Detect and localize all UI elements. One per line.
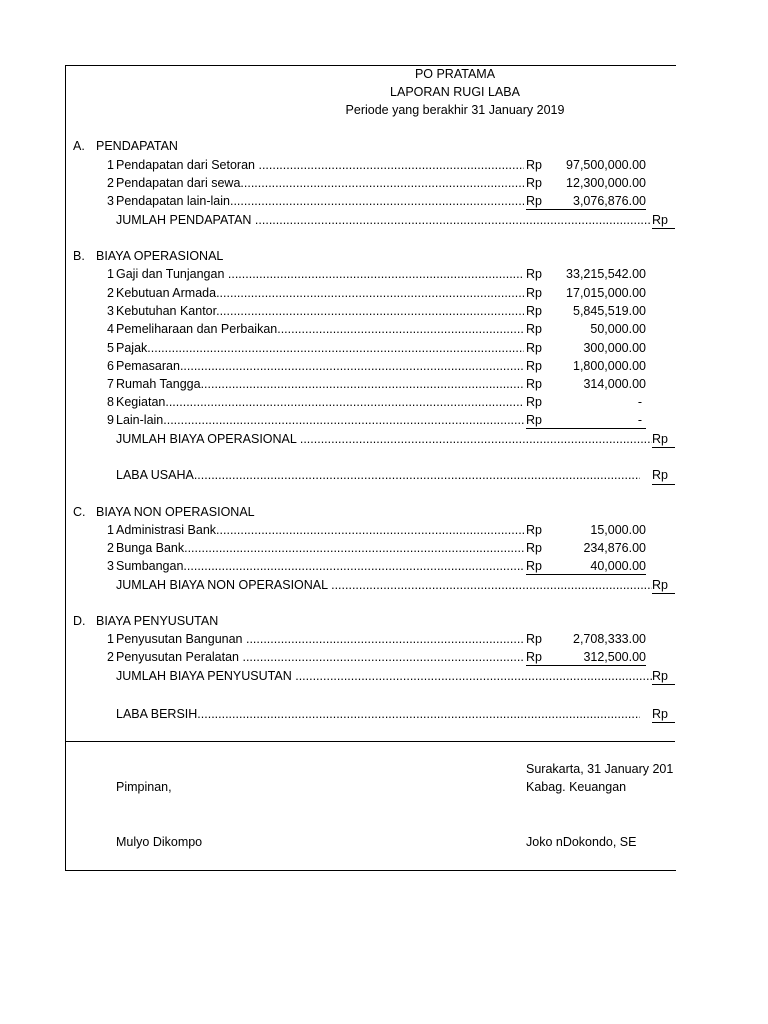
row-value: 1,800,000.00 xyxy=(573,359,646,373)
section-title: BIAYA PENYUSUTAN xyxy=(96,614,219,628)
row-value: 97,500,000.00 xyxy=(566,158,646,172)
total-underline xyxy=(652,684,675,685)
total-underline xyxy=(652,447,675,448)
subtotal-underline xyxy=(526,428,646,429)
row-value: 314,000.00 xyxy=(583,377,646,391)
row-value: - xyxy=(637,395,642,409)
row-number: 1 xyxy=(107,632,114,646)
currency-label: Rp xyxy=(652,213,668,227)
total-underline xyxy=(652,722,675,723)
net-profit-label: LABA BERSIH ..... xyxy=(116,705,640,723)
currency-label: Rp xyxy=(526,377,542,391)
currency-label: Rp xyxy=(526,158,542,172)
currency-label: Rp xyxy=(526,322,542,336)
currency-label: Rp xyxy=(526,176,542,190)
section-letter: B. xyxy=(73,249,85,263)
place-date: Surakarta, 31 January 201 xyxy=(526,762,674,776)
report-period: Periode yang berakhir 31 January 2019 xyxy=(345,103,565,117)
total-label: JUMLAH BIAYA PENYUSUTAN ..... xyxy=(116,667,652,685)
currency-label: Rp xyxy=(526,650,542,664)
row-value: 40,000.00 xyxy=(590,559,646,573)
section-title: BIAYA OPERASIONAL xyxy=(96,249,224,263)
row-number: 5 xyxy=(107,341,114,355)
currency-label: Rp xyxy=(526,541,542,555)
row-label: Kegiatan ..... xyxy=(116,393,524,411)
row-label: Pendapatan lain-lain ..... xyxy=(116,192,524,210)
row-label: Gaji dan Tunjangan ..... xyxy=(116,265,524,283)
subtotal-underline xyxy=(526,665,646,666)
row-value: 312,500.00 xyxy=(583,650,646,664)
total-underline xyxy=(652,593,675,594)
row-label: Sumbangan ..... xyxy=(116,557,524,575)
row-number: 7 xyxy=(107,377,114,391)
row-value: 234,876.00 xyxy=(583,541,646,555)
subtotal-underline xyxy=(526,574,646,575)
total-label: JUMLAH BIAYA OPERASIONAL ..... xyxy=(116,430,652,448)
total-underline xyxy=(652,484,675,485)
currency-label: Rp xyxy=(526,395,542,409)
currency-label: Rp xyxy=(526,523,542,537)
operating-profit-label: LABA USAHA ..... xyxy=(116,466,640,484)
row-label: Administrasi Bank ..... xyxy=(116,521,524,539)
row-value: 15,000.00 xyxy=(590,523,646,537)
right-signer-role: Kabag. Keuangan xyxy=(526,780,627,794)
row-label: Pajak ..... xyxy=(116,339,524,357)
row-label: Pendapatan dari sewa ..... xyxy=(116,174,524,192)
report-title: LAPORAN RUGI LABA xyxy=(390,85,520,99)
row-number: 3 xyxy=(107,194,114,208)
company-name: PO PRATAMA xyxy=(414,67,496,81)
row-value: - xyxy=(637,413,642,427)
row-number: 2 xyxy=(107,650,114,664)
row-label: Kebutuhan Kantor ..... xyxy=(116,302,524,320)
currency-label: Rp xyxy=(652,432,668,446)
currency-label: Rp xyxy=(526,267,542,281)
row-value: 50,000.00 xyxy=(590,322,646,336)
row-number: 4 xyxy=(107,322,114,336)
row-value: 17,015,000.00 xyxy=(566,286,646,300)
currency-label: Rp xyxy=(526,359,542,373)
currency-label: Rp xyxy=(652,468,668,482)
currency-label: Rp xyxy=(652,669,668,683)
row-label: Lain-lain ..... xyxy=(116,411,524,429)
row-label: Pemasaran ..... xyxy=(116,357,524,375)
row-label: Penyusutan Bangunan ..... xyxy=(116,630,524,648)
currency-label: Rp xyxy=(652,578,668,592)
right-signer-name: Joko nDokondo, SE xyxy=(526,835,637,849)
row-value: 3,076,876.00 xyxy=(573,194,646,208)
row-value: 5,845,519.00 xyxy=(573,304,646,318)
row-label: Bunga Bank ..... xyxy=(116,539,524,557)
row-number: 2 xyxy=(107,541,114,555)
total-label: JUMLAH PENDAPATAN ..... xyxy=(116,211,652,229)
row-number: 9 xyxy=(107,413,114,427)
currency-label: Rp xyxy=(526,194,542,208)
section-title: BIAYA NON OPERASIONAL xyxy=(96,505,255,519)
currency-label: Rp xyxy=(526,304,542,318)
currency-label: Rp xyxy=(526,341,542,355)
row-value: 12,300,000.00 xyxy=(566,176,646,190)
currency-label: Rp xyxy=(526,413,542,427)
row-number: 1 xyxy=(107,267,114,281)
row-value: 33,215,542.00 xyxy=(566,267,646,281)
row-label: Rumah Tangga ..... xyxy=(116,375,524,393)
row-label: Pemeliharaan dan Perbaikan ..... xyxy=(116,320,524,338)
total-label: JUMLAH BIAYA NON OPERASIONAL ..... xyxy=(116,576,652,594)
row-number: 6 xyxy=(107,359,114,373)
row-number: 2 xyxy=(107,176,114,190)
section-letter: D. xyxy=(73,614,86,628)
row-label: Pendapatan dari Setoran ..... xyxy=(116,156,524,174)
row-label: Kebutuan Armada ..... xyxy=(116,284,524,302)
row-number: 8 xyxy=(107,395,114,409)
total-underline xyxy=(652,228,675,229)
section-letter: C. xyxy=(73,505,86,519)
row-number: 1 xyxy=(107,158,114,172)
row-number: 2 xyxy=(107,286,114,300)
signature-divider xyxy=(65,741,675,742)
left-signer-role: Pimpinan, xyxy=(116,780,172,794)
subtotal-underline xyxy=(526,209,646,210)
row-label: Penyusutan Peralatan ..... xyxy=(116,648,524,666)
row-number: 1 xyxy=(107,523,114,537)
section-letter: A. xyxy=(73,139,85,153)
row-value: 300,000.00 xyxy=(583,341,646,355)
left-signer-name: Mulyo Dikompo xyxy=(116,835,203,849)
currency-label: Rp xyxy=(526,559,542,573)
row-number: 3 xyxy=(107,559,114,573)
row-number: 3 xyxy=(107,304,114,318)
currency-label: Rp xyxy=(526,286,542,300)
row-value: 2,708,333.00 xyxy=(573,632,646,646)
section-title: PENDAPATAN xyxy=(96,139,178,153)
currency-label: Rp xyxy=(526,632,542,646)
currency-label: Rp xyxy=(652,707,668,721)
